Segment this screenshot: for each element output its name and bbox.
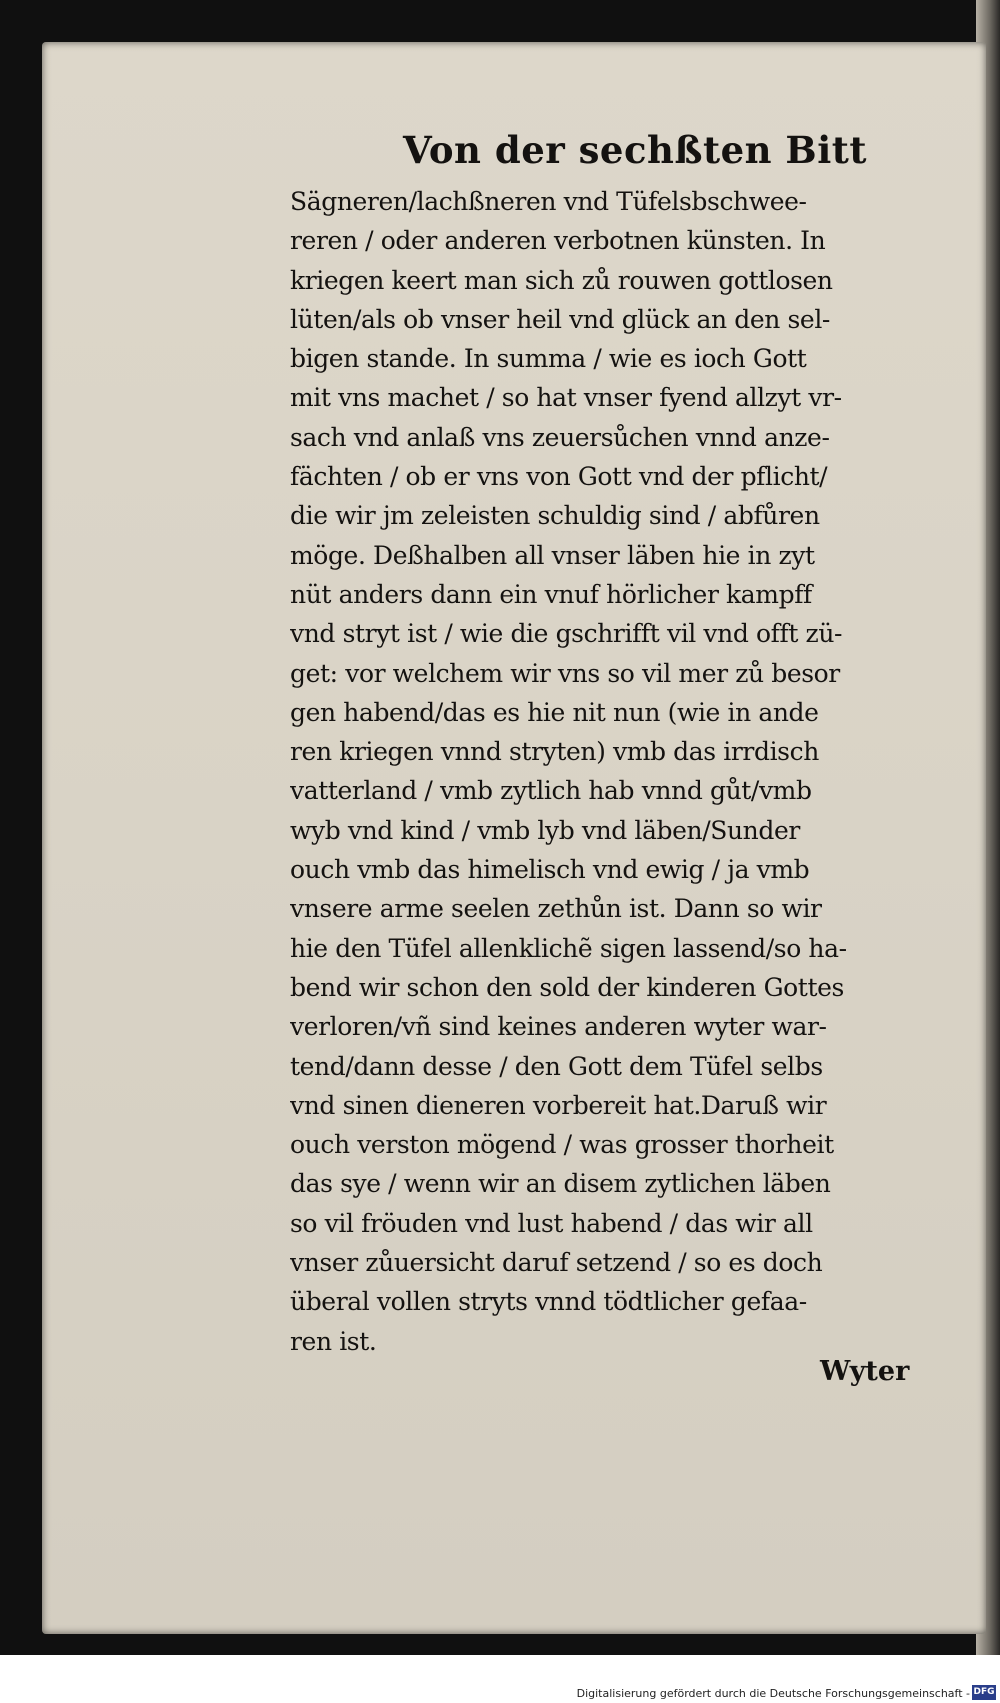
text-line: überal vollen stryts vnnd tödtlicher gefaa- <box>290 1287 807 1317</box>
text-line: get: vor welchem wir vns so vil mer zů besor <box>290 658 840 688</box>
text-line: bigen stande. In summa / wie es ioch Gott <box>290 344 807 374</box>
text-line: hie den Tüfel allenklichẽ sigen lassend/so ha- <box>290 933 847 963</box>
text-line: fächten / ob er vns von Gott vnd der pflicht/ <box>290 462 828 492</box>
text-line: gen habend/das es hie nit nun (wie in ande <box>290 697 819 727</box>
text-line: Sägneren/lachßneren vnd Tüfelsbschwee- <box>290 187 807 216</box>
text-line: bend wir schon den sold der kinderen Gottes <box>290 972 844 1002</box>
text-line: verloren/vñ sind keines anderen wyter war- <box>290 1012 827 1042</box>
text-line: nüt anders dann ein vnuf hörlicher kampff <box>290 579 812 609</box>
text-line: reren / oder anderen verbotnen künsten. In <box>290 226 826 256</box>
text-block <box>290 128 950 1361</box>
catchword: Wyter <box>820 1356 910 1387</box>
text-line: kriegen keert man sich zů rouwen gottlosen <box>290 265 833 295</box>
text-line: die wir jm zeleisten schuldig sind / abfůren <box>290 501 820 531</box>
text-line: vnser zůuersicht daruf setzend / so es doch <box>290 1248 823 1278</box>
footer-bar <box>0 1655 1000 1703</box>
text-line: lüten/als ob vnser heil vnd glück an den sel- <box>290 304 830 334</box>
text-line: ouch vmb das himelisch vnd ewig / ja vmb <box>290 855 810 885</box>
text-line: ren kriegen vnnd stryten) vmb das irrdisch <box>290 737 819 767</box>
text-line: das sye / wenn wir an disem zytlichen läben <box>290 1169 831 1199</box>
text-lines <box>290 182 950 1361</box>
text-line: möge. Deßhalben all vnser läben hie in zyt <box>290 540 815 570</box>
text-line: vnd sinen dieneren vorbereit hat.Daruß wir <box>290 1090 827 1120</box>
text-line: vnsere arme seelen zethůn ist. Dann so wir <box>290 894 822 924</box>
text-line: mit vns machet / so hat vnser fyend allzyt vr- <box>290 383 842 413</box>
funding-credit: Digitalisierung gefördert durch die Deutsche Forschungsgemeinschaft - <box>576 1687 970 1700</box>
page-heading: Von der sechßten Bitt <box>403 128 867 172</box>
text-line: vnd stryt ist / wie die gschrifft vil vnd offt zü- <box>290 619 843 649</box>
dfg-logo: DFG <box>972 1685 996 1700</box>
text-line: so vil fröuden vnd lust habend / das wir all <box>290 1208 813 1238</box>
text-line: ren ist. <box>290 1326 377 1356</box>
text-line: sach vnd anlaß vns zeuersůchen vnnd anze- <box>290 422 830 452</box>
text-line: wyb vnd kind / vmb lyb vnd läben/Sunder <box>290 815 800 845</box>
text-line: tend/dann desse / den Gott dem Tüfel selbs <box>290 1051 823 1081</box>
text-line: vatterland / vmb zytlich hab vnnd gůt/vmb <box>290 776 812 806</box>
text-line: ouch verston mögend / was grosser thorheit <box>290 1130 834 1160</box>
